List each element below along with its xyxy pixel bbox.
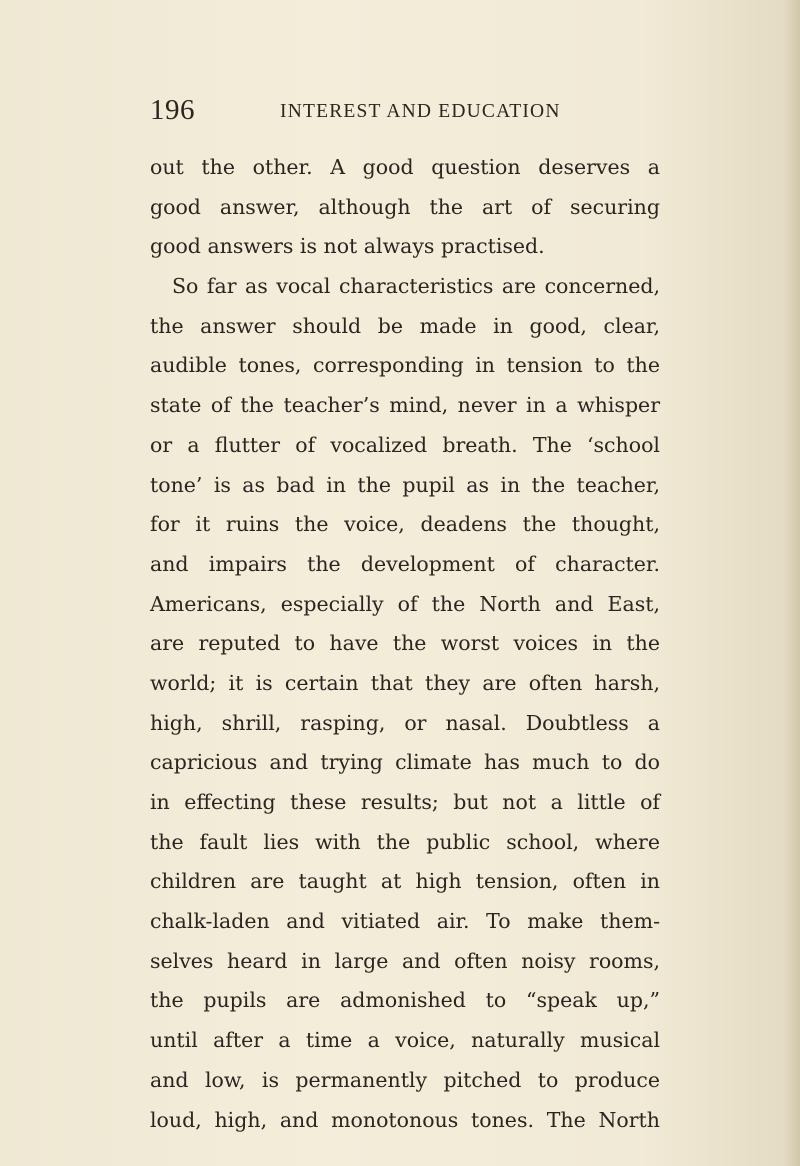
text-line: audible tones, corresponding in tension to the [150,353,660,378]
text-line: high, shrill, rasping, or nasal. Doubtless a [150,710,660,735]
running-head [150,92,650,128]
text-line: good answers is not always practised. [150,234,545,259]
text-line: loud, high, and monotonous tones. The North [150,1107,660,1132]
text-line: state of the teacher’s mind, never in a whisper [150,393,660,418]
text-line: the fault lies with the public school, where [150,829,660,854]
text-line: until after a time a voice, naturally musical [150,1028,660,1053]
text-line: or a flutter of vocalized breath. The ‘school [150,432,660,457]
text-line: capricious and trying climate has much to do [150,750,660,775]
text-line: the pupils are admonished to “speak up,” [150,988,660,1013]
text-line: world; it is certain that they are often harsh, [150,670,660,695]
text-line: out the other. A good question deserves a [150,155,660,179]
text-line: tone’ is as bad in the pupil as in the teacher, [150,472,660,497]
page-number: 196 [150,94,195,126]
text-line: and low, is permanently pitched to produce [150,1067,660,1092]
text-line: and impairs the development of character. [150,551,660,576]
body-text [150,148,660,1140]
text-line: for it ruins the voice, deadens the thought, [150,512,660,537]
running-title: INTEREST AND EDUCATION [280,101,561,122]
text-line: Americans, especially of the North and East, [150,591,660,616]
text-line: chalk-laden and vitiated air. To make them- [150,909,660,934]
text-line: the answer should be made in good, clear, [150,313,660,338]
text-line: in effecting these results; but not a little of [150,790,660,814]
text-line: good answer, although the art of securing [150,194,660,219]
text-line: selves heard in large and often noisy rooms, [150,948,660,973]
text-line: So far as vocal characteristics are concerned, [172,274,660,299]
text-line: are reputed to have the worst voices in the [150,631,660,656]
text-line: children are taught at high tension, often in [150,869,660,894]
